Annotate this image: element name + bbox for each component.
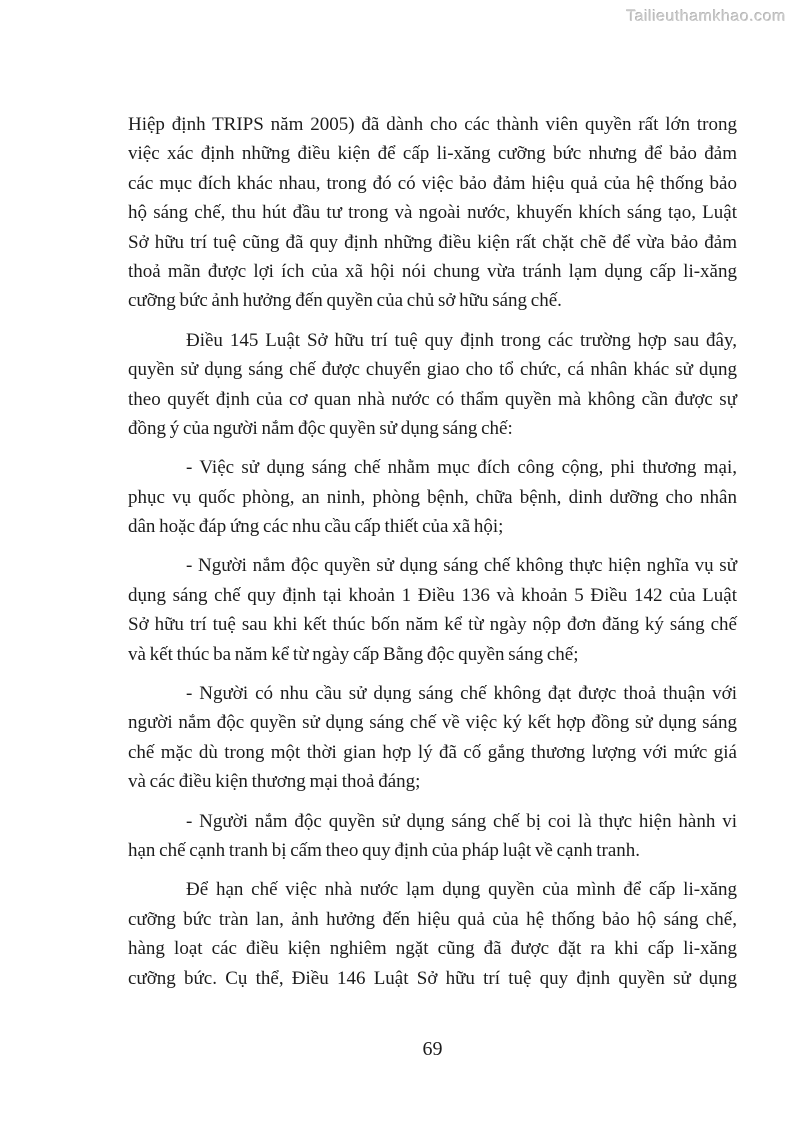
text-line: - Người nắm độc quyền sử dụng sáng chế không thực hiện nghĩa vụ sử bbox=[186, 555, 737, 577]
paragraph-4-bullet bbox=[128, 551, 737, 669]
paragraph-5-bullet bbox=[128, 679, 737, 797]
text-line: theo quyết định của cơ quan nhà nước có thẩm quyền mà không cần được sự bbox=[128, 388, 737, 410]
text-line: hàng loạt các điều kiện nghiêm ngặt cũng đã được đặt ra khi cấp li-xăng bbox=[128, 938, 737, 960]
text-line: cưỡng bức tràn lan, ảnh hưởng đến hiệu quả của hệ thống bảo hộ sáng chế, bbox=[128, 908, 737, 930]
text-line: cưỡng bức. Cụ thể, Điều 146 Luật Sở hữu trí tuệ quy định quyền sử dụng bbox=[128, 967, 737, 989]
page-content bbox=[128, 110, 737, 1003]
text-line: Để hạn chế việc nhà nước lạm dụng quyền của mình để cấp li-xăng bbox=[186, 879, 737, 901]
text-line: dụng sáng chế quy định tại khoản 1 Điều 136 và khoản 5 Điều 142 của Luật bbox=[128, 584, 737, 606]
paragraph-6-bullet bbox=[128, 807, 737, 866]
text-line: việc xác định những điều kiện để cấp li-xăng cưỡng bức nhưng để bảo đảm bbox=[128, 143, 737, 165]
text-line: - Việc sử dụng sáng chế nhằm mục đích công cộng, phi thương mại, bbox=[186, 457, 737, 479]
text-line: quyền sử dụng sáng chế được chuyển giao cho tổ chức, cá nhân khác sử dụng bbox=[128, 359, 737, 381]
text-line: và kết thúc ba năm kể từ ngày cấp Bằng độc quyền sáng chế; bbox=[128, 643, 579, 665]
watermark: Tailieuthamkhao.com bbox=[626, 8, 786, 25]
text-line: đồng ý của người nắm độc quyền sử dụng sáng chế: bbox=[128, 417, 513, 439]
text-line: thoả mãn được lợi ích của xã hội nói chung vừa tránh lạm dụng cấp li-xăng bbox=[128, 260, 737, 282]
text-line: hạn chế cạnh tranh bị cấm theo quy định của pháp luật về cạnh tranh. bbox=[128, 839, 640, 861]
paragraph-7 bbox=[128, 875, 737, 993]
text-line: Hiệp định TRIPS năm 2005) đã dành cho các thành viên quyền rất lớn trong bbox=[128, 114, 737, 135]
text-line: dân hoặc đáp ứng các nhu cầu cấp thiết của xã hội; bbox=[128, 516, 504, 538]
text-line: cưỡng bức ảnh hưởng đến quyền của chủ sở hữu sáng chế. bbox=[128, 290, 562, 312]
paragraph-1 bbox=[128, 110, 737, 316]
text-line: người nắm độc quyền sử dụng sáng chế về việc ký kết hợp đồng sử dụng sáng bbox=[128, 712, 737, 734]
page-number: 69 bbox=[422, 1038, 443, 1060]
paragraph-3-bullet bbox=[128, 453, 737, 541]
text-line: các mục đích khác nhau, trong đó có việc bảo đảm hiệu quả của hệ thống bảo bbox=[128, 172, 737, 194]
text-line: - Người có nhu cầu sử dụng sáng chế không đạt được thoả thuận với bbox=[186, 683, 737, 705]
text-line: và các điều kiện thương mại thoả đáng; bbox=[128, 771, 421, 793]
text-line: Điều 145 Luật Sở hữu trí tuệ quy định trong các trường hợp sau đây, bbox=[186, 329, 737, 351]
text-line: chế mặc dù trong một thời gian hợp lý đã cố gắng thương lượng với mức giá bbox=[128, 741, 737, 763]
text-line: Sở hữu trí tuệ sau khi kết thúc bốn năm kể từ ngày nộp đơn đăng ký sáng chế bbox=[128, 614, 737, 636]
text-line: Sở hữu trí tuệ cũng đã quy định những điều kiện rất chặt chẽ để vừa bảo đảm bbox=[128, 231, 737, 253]
text-line: hộ sáng chế, thu hút đầu tư trong và ngoài nước, khuyến khích sáng tạo, Luật bbox=[128, 202, 737, 224]
text-line: - Người nắm độc quyền sử dụng sáng chế bị coi là thực hiện hành vi bbox=[186, 810, 737, 832]
paragraph-2 bbox=[128, 326, 737, 444]
text-line: phục vụ quốc phòng, an ninh, phòng bệnh, chữa bệnh, dinh dưỡng cho nhân bbox=[128, 486, 737, 508]
